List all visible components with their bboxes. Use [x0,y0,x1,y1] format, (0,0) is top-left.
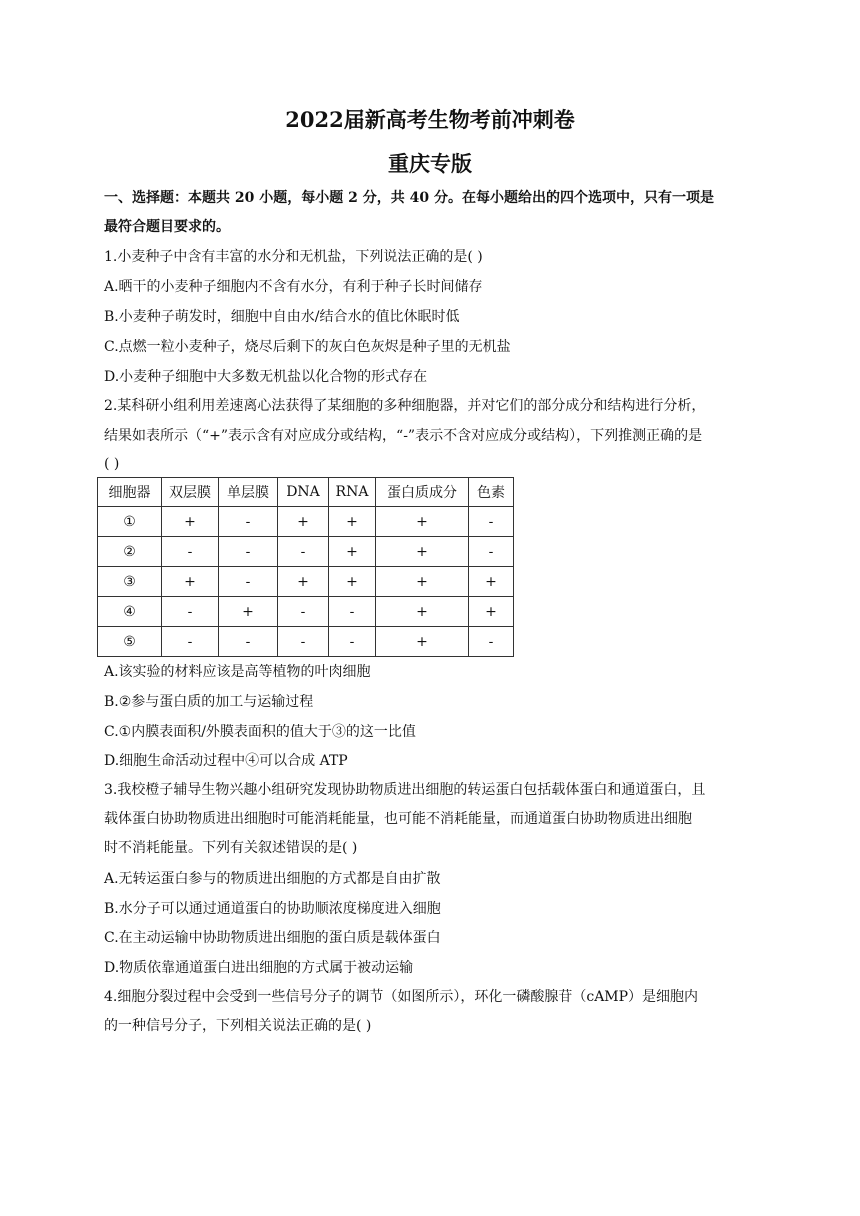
table-cell: + [329,507,376,537]
table-cell: - [219,507,278,537]
table-cell: + [278,507,329,537]
table-cell: ② [98,537,162,567]
table-cell: - [162,597,219,627]
q3-stem-line-1: 3.我校橙子辅导生物兴趣小组研究发现协助物质进出细胞的转运蛋白包括载体蛋白和通道蛋白，且 [104,782,706,798]
q1-stem: 1.小麦种子中含有丰富的水分和无机盐，下列说法正确的是( ) [104,249,483,265]
table-cell: + [278,567,329,597]
table-cell: - [162,627,219,657]
table-cell: + [469,567,514,597]
q3-option-c: C.在主动运输中协助物质进出细胞的蛋白质是载体蛋白 [104,930,441,946]
q2-stem-line-2: 结果如表所示（“+”表示含有对应成分或结构，“-”表示不含对应成分或结构），下列推测正确的是 [104,428,703,444]
q1-option-b: B.小麦种子萌发时，细胞中自由水/结合水的值比休眠时低 [104,309,460,325]
q3-stem-line-3: 时不消耗能量。下列有关叙述错误的是( ) [104,840,358,856]
table-header-cell: DNA [278,478,329,507]
table-header-cell: 色素 [469,478,514,507]
q1-option-c: C.点燃一粒小麦种子，烧尽后剩下的灰白色灰烬是种子里的无机盐 [104,339,511,355]
q1-option-d: D.小麦种子细胞中大多数无机盐以化合物的形式存在 [104,369,428,385]
table-cell: + [376,627,469,657]
table-cell: + [329,537,376,567]
table-header-cell: 双层膜 [162,478,219,507]
q2-stem-line-3: ( ) [104,456,120,472]
table-cell: + [162,567,219,597]
table-cell: + [162,507,219,537]
table-cell: ④ [98,597,162,627]
table-cell: - [278,597,329,627]
table-cell: ⑤ [98,627,162,657]
table-header-cell: 单层膜 [219,478,278,507]
table-cell: - [219,537,278,567]
table-row [98,507,514,537]
table-header-cell: 细胞器 [98,478,162,507]
q3-option-a: A.无转运蛋白参与的物质进出细胞的方式都是自由扩散 [104,871,441,887]
table-row [98,627,514,657]
table-cell: ③ [98,567,162,597]
table-cell: - [469,537,514,567]
table-cell: - [278,627,329,657]
section-instruction-line-2: 最符合题目要求的。 [104,219,230,235]
table-row [98,567,514,597]
table-cell: + [469,597,514,627]
table-header-cell: RNA [329,478,376,507]
table-cell: + [376,597,469,627]
q4-stem-line-2: 的一种信号分子，下列相关说法正确的是( ) [104,1018,372,1034]
table-header-row [98,478,514,507]
table-cell: + [376,537,469,567]
table-cell: - [219,567,278,597]
organelle-table [97,477,514,657]
q3-stem-line-2: 载体蛋白协助物质进出细胞时可能消耗能量，也可能不消耗能量，而通道蛋白协助物质进出细胞 [104,811,692,827]
section-instruction-line-1: 一、选择题：本题共 20 小题，每小题 2 分，共 40 分。在每小题给出的四个选项中，只有一项是 [104,190,714,206]
table-cell: + [219,597,278,627]
q2-option-c: C.①内膜表面积/外膜表面积的值大于③的这一比值 [104,724,416,740]
table-cell: + [376,507,469,537]
q2-option-b: B.②参与蛋白质的加工与运输过程 [104,694,314,710]
q2-option-a: A.该实验的材料应该是高等植物的叶肉细胞 [104,664,371,680]
table-row [98,537,514,567]
q2-option-d: D.细胞生命活动过程中④可以合成 ATP [104,753,348,769]
table-cell: - [278,537,329,567]
q1-option-a: A.晒干的小麦种子细胞内不含有水分，有利于种子长时间储存 [104,279,483,295]
table-cell: - [469,627,514,657]
q3-option-b: B.水分子可以通过通道蛋白的协助顺浓度梯度进入细胞 [104,901,441,917]
table-cell: - [162,537,219,567]
table-row [98,597,514,627]
table-cell: - [219,627,278,657]
table-cell: - [329,597,376,627]
table-cell: ① [98,507,162,537]
q4-stem-line-1: 4.细胞分裂过程中会受到一些信号分子的调节（如图所示），环化一磷酸腺苷（cAMP）是细胞内 [104,989,699,1005]
table-cell: + [376,567,469,597]
exam-subtitle: 重庆专版 [388,151,472,176]
table-header-cell: 蛋白质成分 [376,478,469,507]
table-cell: - [469,507,514,537]
q2-stem-line-1: 2.某科研小组利用差速离心法获得了某细胞的多种细胞器，并对它们的部分成分和结构进行分析， [104,398,706,414]
table-cell: + [329,567,376,597]
exam-title: 2022届新高考生物考前冲刺卷 [285,107,575,132]
q3-option-d: D.物质依靠通道蛋白进出细胞的方式属于被动运输 [104,960,414,976]
table-cell: - [329,627,376,657]
